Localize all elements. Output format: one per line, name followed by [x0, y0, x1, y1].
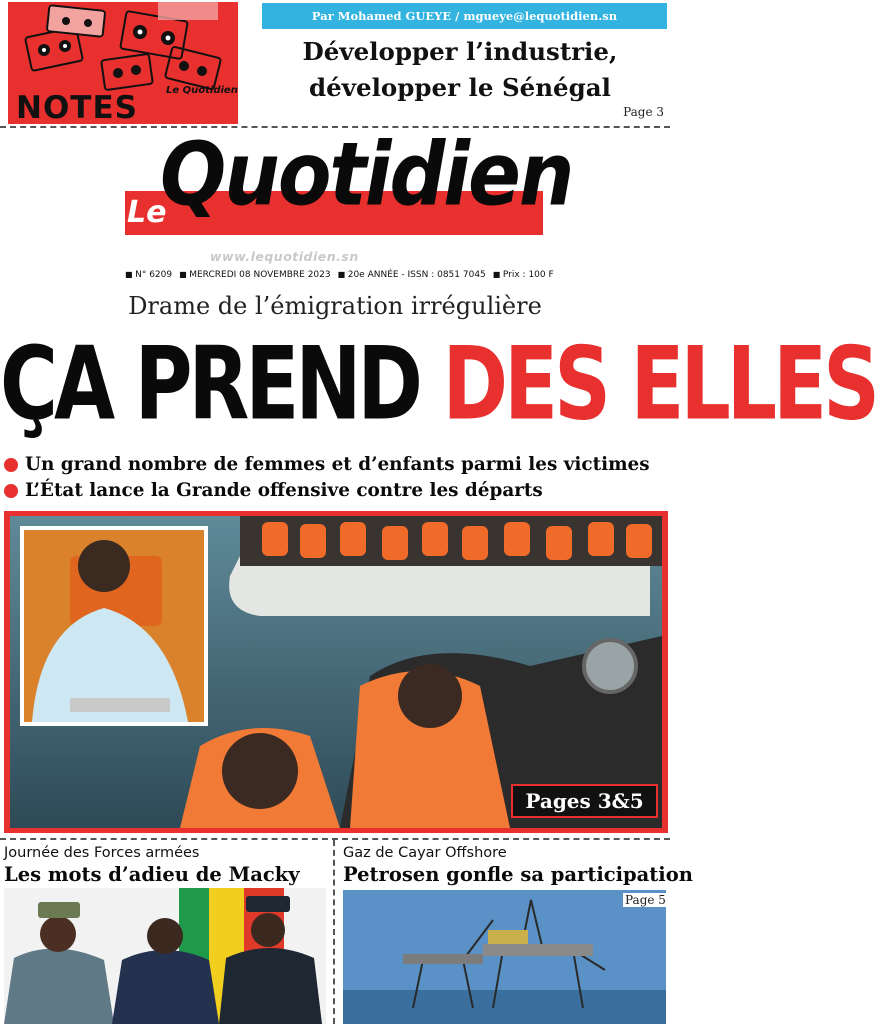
lead-bullet-text: L’État lance la Grande offensive contre les départs — [25, 480, 543, 501]
red-bullet-icon — [4, 484, 18, 498]
lead-pages-tag[interactable]: Pages 3&5 — [511, 784, 658, 818]
offshore-platform-illustration — [343, 890, 666, 1024]
officers-illustration — [4, 888, 326, 1024]
editorial-byline: Par Mohamed GUEYE / mgueye@lequotidien.sn — [262, 3, 667, 29]
editorial-headline-line2: développer le Sénégal — [309, 73, 611, 102]
lead-bullets — [4, 452, 650, 504]
right-story-kicker: Gaz de Cayar Offshore — [343, 845, 507, 861]
right-story-page-ref: Page 5 — [625, 893, 666, 907]
right-story-headline[interactable]: Petrosen gonfle sa participation — [343, 863, 693, 886]
left-story-kicker: Journée des Forces armées — [4, 845, 200, 861]
left-story-photo[interactable] — [4, 888, 326, 1024]
bottom-divider — [0, 838, 670, 840]
lead-headline[interactable] — [0, 325, 876, 443]
masthead-le: Le — [127, 195, 167, 230]
issue-date: ■ MERCREDI 08 NOVEMBRE 2023 — [179, 270, 331, 280]
lead-headline-red: DES ELLES — [442, 325, 876, 443]
right-story-photo[interactable] — [343, 890, 666, 1024]
lead-photo[interactable] — [10, 516, 662, 828]
lead-bullet-text: Un grand nombre de femmes et d’enfants parmi les victimes — [25, 454, 650, 475]
issue-info-line — [125, 270, 554, 280]
lead-headline-black: ÇA PREND — [0, 325, 420, 443]
rescue-scene-illustration — [10, 516, 662, 828]
masthead-website[interactable]: www.lequotidien.sn — [210, 249, 359, 264]
column-divider — [333, 840, 335, 1024]
notes-brand: Le Quotidien — [166, 85, 238, 96]
issue-price: ■ Prix : 100 F — [493, 270, 554, 280]
masthead-title: Quotidien — [160, 125, 573, 226]
lead-kicker: Drame de l’émigration irrégulière — [128, 292, 542, 320]
editorial-page-ref: Page 3 — [623, 105, 664, 119]
left-story-headline[interactable]: Les mots d’adieu de Macky — [4, 863, 300, 886]
red-bullet-icon — [4, 458, 18, 472]
issue-number: ■ N° 6209 — [125, 270, 172, 280]
issue-year-issn: ■ 20e ANNÉE - ISSN : 0851 7045 — [338, 270, 486, 280]
notes-label: NOTES — [16, 90, 138, 126]
lead-bullet — [4, 478, 650, 504]
notes-column-logo — [8, 2, 238, 124]
lead-bullet — [4, 452, 650, 478]
editorial-headline[interactable] — [250, 34, 670, 106]
editorial-headline-line1: Développer l’industrie, — [302, 37, 618, 66]
